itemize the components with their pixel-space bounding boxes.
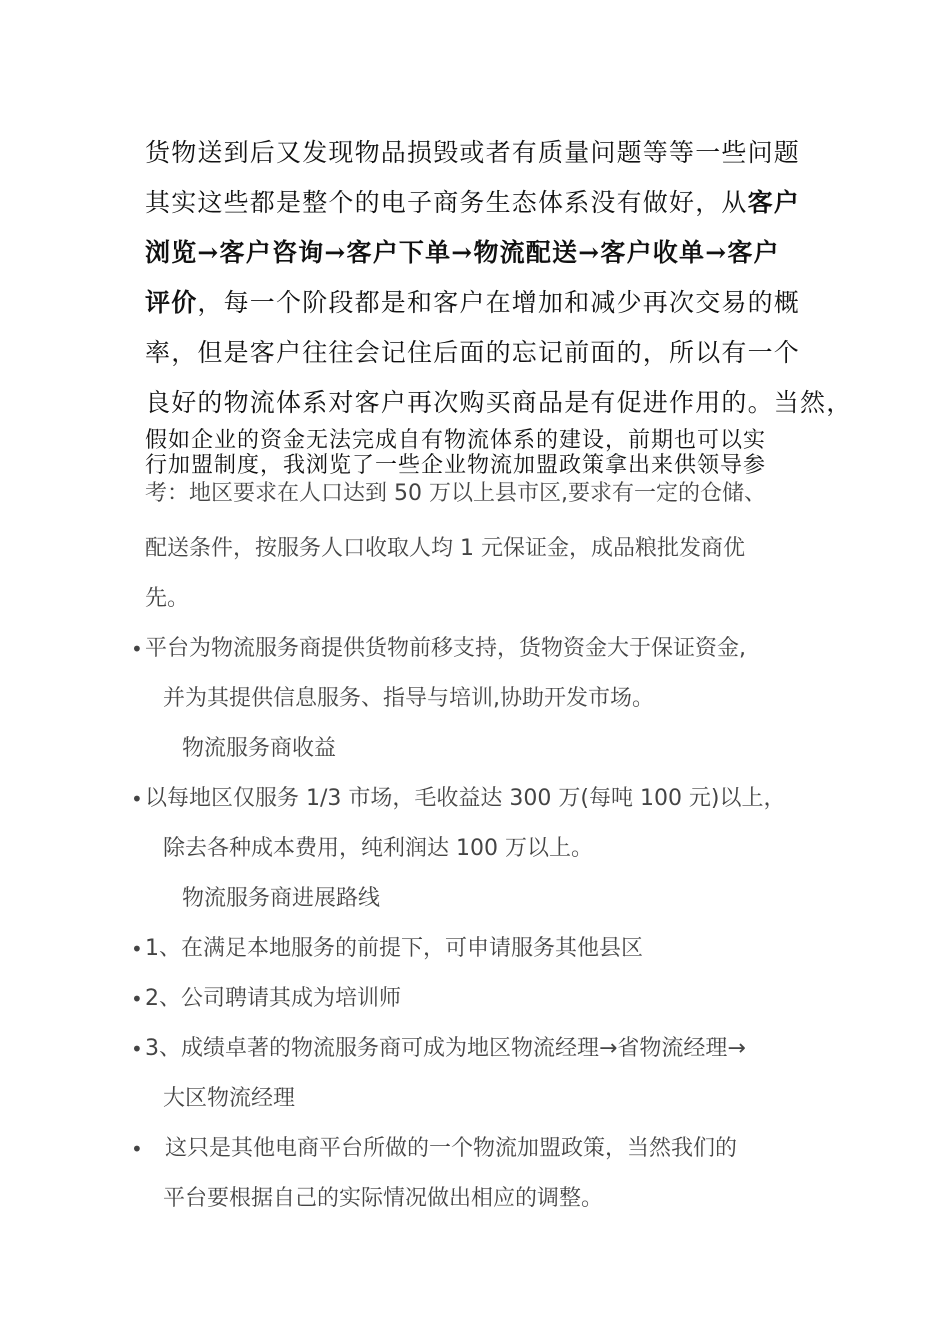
bullet-glyph: •: [131, 1037, 143, 1061]
text-span: ，每一个阶段都是和客户在增加和减少再次交易的概: [197, 288, 801, 317]
text-span: 其实这些都是整个的电子商务生态体系没有做好，从: [145, 188, 748, 217]
bullet-glyph: •: [131, 1137, 143, 1161]
list-item-line: 这只是其他电商平台所做的一个物流加盟政策，当然我们的: [165, 1136, 738, 1161]
text-line: 先。: [145, 586, 190, 611]
text-line: [145, 228, 835, 278]
text-line: 配送条件，按服务人口收取人均 1 元保证金，成品粮批发商优: [145, 536, 745, 561]
bullet-glyph: •: [131, 787, 143, 811]
list-item-line: 1、在满足本地服务的前提下，可申请服务其他县区: [145, 936, 643, 961]
bullet-glyph: •: [131, 987, 143, 1011]
text-line: 行加盟制度，我浏览了一些企业物流加盟政策拿出来供领导参: [145, 453, 767, 478]
subheading-income: 物流服务商收益: [182, 736, 337, 761]
list-item-line: 除去各种成本费用，纯利润达 100 万以上。: [163, 836, 593, 861]
text-line: 考：地区要求在人口达到 50 万以上县市区,要求有一定的仓储、: [145, 481, 766, 506]
text-line: 率，但是客户往往会记住后面的忘记前面的，所以有一个: [145, 338, 801, 367]
text-line: [145, 178, 835, 228]
list-item-line: 并为其提供信息服务、指导与培训,协助开发市场。: [163, 686, 654, 711]
text-line: 货物送到后又发现物品损毁或者有质量问题等等一些问题: [145, 138, 801, 167]
text-line: 假如企业的资金无法完成自有物流体系的建设，前期也可以实: [145, 428, 767, 453]
bullet-glyph: •: [131, 637, 143, 661]
bold-text-span: 客户: [747, 188, 801, 217]
text-line: [145, 278, 835, 328]
list-item-line: 以每地区仅服务 1/3 市场，毛收益达 300 万(每吨 100 元)以上，: [145, 786, 786, 811]
body-paragraph-serif: [145, 128, 853, 478]
bullet-glyph: •: [131, 937, 143, 961]
list-item-line: 平台为物流服务商提供货物前移支持，货物资金大于保证资金,: [145, 636, 746, 661]
bold-text-span: 浏览→客户咨询→客户下单→物流配送→客户收单→客户: [145, 238, 780, 267]
list-item-line: 平台要根据自己的实际情况做出相应的调整。: [163, 1186, 604, 1211]
list-item-line: 大区物流经理: [163, 1086, 296, 1111]
text-line: 良好的物流体系对客户再次购买商品是有促进作用的。当然，: [145, 388, 853, 417]
list-item-line: 2、公司聘请其成为培训师: [145, 986, 401, 1011]
subheading-path: 物流服务商进展路线: [182, 886, 381, 911]
bold-text-span: 评价: [145, 288, 198, 317]
list-item-line: 3、成绩卓著的物流服务商可成为地区物流经理→省物流经理→: [145, 1036, 746, 1061]
